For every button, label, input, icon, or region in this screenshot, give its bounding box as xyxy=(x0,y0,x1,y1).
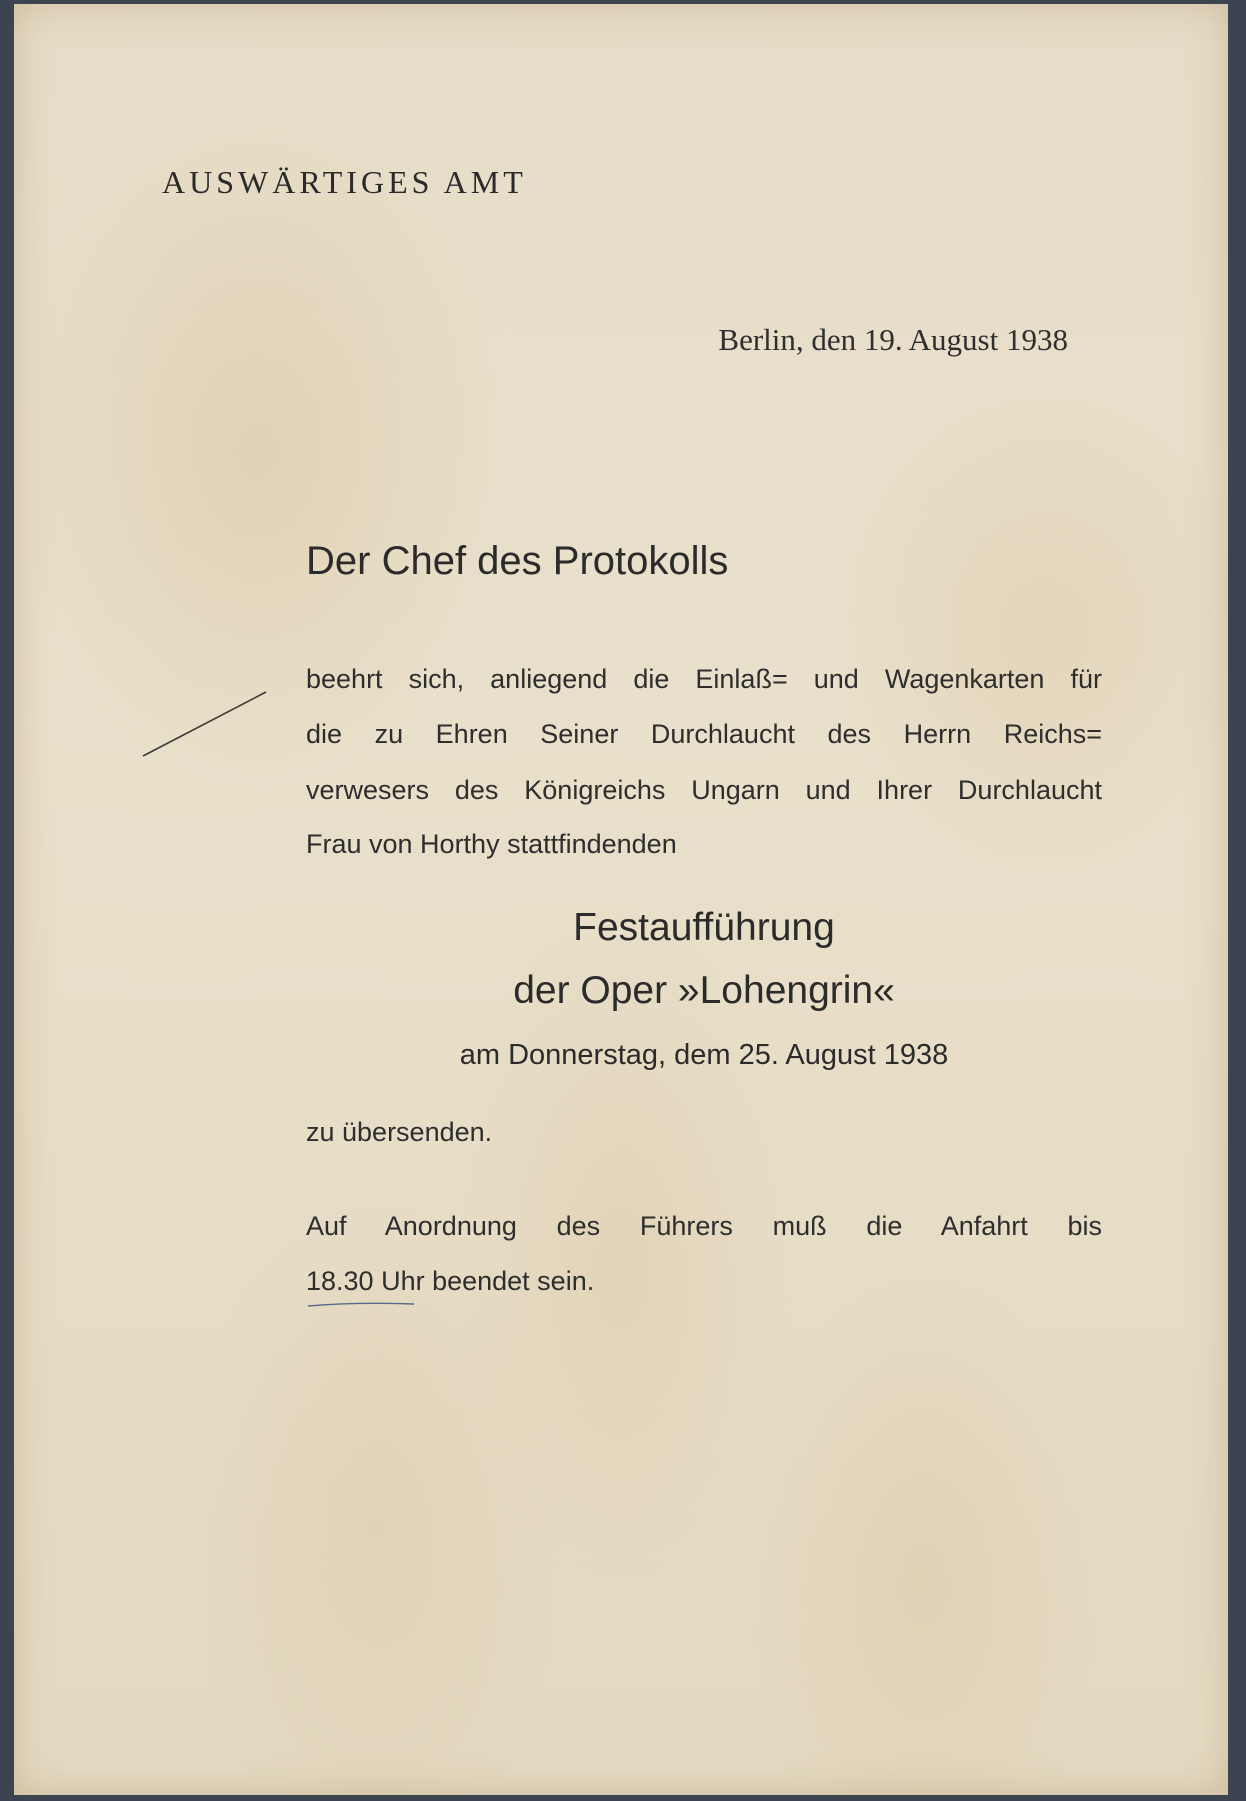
letter-heading: Der Chef des Protokolls xyxy=(306,539,729,583)
ministry-letterhead: AUSWÄRTIGES AMT xyxy=(162,164,527,200)
pencil-stroke-mark xyxy=(140,689,270,759)
event-date: am Donnerstag, dem 25. August 1938 xyxy=(459,1039,949,1071)
closing-line: zu übersenden. xyxy=(306,1117,493,1147)
notice-line: 18.30 Uhr beendet sein. xyxy=(306,1266,595,1296)
letter-date: Berlin, den 19. August 1938 xyxy=(718,322,1068,357)
body-line: beehrt sich, anliegend die Einlaß= und Wagenkarten für xyxy=(306,664,1102,694)
pencil-underline-mark xyxy=(306,1300,416,1310)
body-line: die zu Ehren Seiner Durchlaucht des Herrn Reichs= xyxy=(306,719,1102,749)
event-opera: der Oper »Lohengrin« xyxy=(513,969,895,1012)
letter-page xyxy=(14,4,1228,1795)
body-line: verwesers des Königreichs Ungarn und Ihrer Durchlaucht xyxy=(306,775,1102,805)
event-title: Festaufführung xyxy=(573,906,835,949)
body-line: Frau von Horthy stattfindenden xyxy=(306,829,677,859)
notice-line: Auf Anordnung des Führers muß die Anfahrt bis xyxy=(306,1211,1102,1241)
